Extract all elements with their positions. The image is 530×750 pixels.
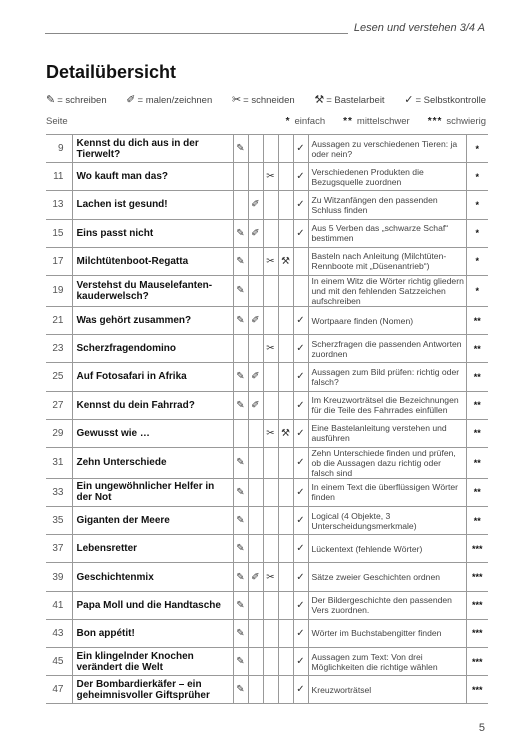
table-row [46, 363, 488, 391]
difficulty-cell: ** [466, 306, 488, 334]
page-number-cell: 41 [46, 591, 72, 619]
check-icon-cell: ✓ [293, 563, 308, 591]
row-title: Geschichtenmix [72, 563, 233, 591]
page-number-cell: 25 [46, 363, 72, 391]
row-description: Basteln nach Anleitung (Milchtüten-Rennboote mit „Düsenantrieb“) [308, 247, 466, 275]
check-icon-cell: ✓ [293, 478, 308, 506]
paint-icon-cell: ✐ [248, 363, 263, 391]
row-title: Wo kauft man das? [72, 163, 233, 191]
difficulty-cell: ** [466, 507, 488, 535]
row-title: Lebensretter [72, 535, 233, 563]
row-title: Eins passt nicht [72, 219, 233, 247]
craft-icon-cell [278, 275, 293, 306]
paint-icon-cell: ✐ [248, 191, 263, 219]
brush-icon: ✐ [126, 94, 136, 106]
row-title: Zehn Unterschiede [72, 447, 233, 478]
write-icon-cell: ✎ [233, 591, 248, 619]
table-row [46, 563, 488, 591]
pencil-icon: ✎ [46, 94, 56, 106]
craft-icon-cell: ⚒ [278, 419, 293, 447]
difficulty-cell: * [466, 135, 488, 163]
difficulty-cell: ** [466, 363, 488, 391]
craft-icon-cell [278, 391, 293, 419]
write-icon-cell: ✎ [233, 391, 248, 419]
craft-icon-cell [278, 563, 293, 591]
row-title: Auf Fotosafari in Afrika [72, 363, 233, 391]
write-icon-cell [233, 335, 248, 363]
write-icon-cell [233, 163, 248, 191]
row-description: Sätze zweier Geschichten ordnen [308, 563, 466, 591]
table-row [46, 447, 488, 478]
legend-malen: ✐ = malen/zeichnen [126, 94, 213, 106]
difficulty-legend [46, 116, 486, 127]
row-title: Der Bombardierkäfer – ein geheimnisvoller Giftsprüher [72, 676, 233, 704]
craft-icon-cell [278, 335, 293, 363]
table-row [46, 135, 488, 163]
table-row [46, 648, 488, 676]
difficulty-cell: *** [466, 563, 488, 591]
difficulty-cell: *** [466, 535, 488, 563]
page-number-cell: 23 [46, 335, 72, 363]
cut-icon-cell [263, 391, 278, 419]
page-number-cell: 39 [46, 563, 72, 591]
table-row [46, 591, 488, 619]
craft-icon-cell [278, 447, 293, 478]
craft-icon-cell [278, 191, 293, 219]
cut-icon-cell [263, 676, 278, 704]
craft-icon-cell [278, 676, 293, 704]
scissors-icon: ✂ [231, 94, 242, 106]
paint-icon-cell [248, 507, 263, 535]
cut-icon-cell [263, 619, 278, 647]
page-number-cell: 21 [46, 306, 72, 334]
cut-icon-cell [263, 447, 278, 478]
check-icon-cell: ✓ [293, 447, 308, 478]
row-description: Aussagen zu verschiedenen Tieren: ja oder nein? [308, 135, 466, 163]
difficulty-cell: ** [466, 391, 488, 419]
legend [46, 93, 486, 106]
difficulty-cell: ** [466, 478, 488, 506]
table-row [46, 163, 488, 191]
row-title: Verstehst du Mauselefanten-kauderwelsch? [72, 275, 233, 306]
legend-kontrolle: ✓ = Selbstkontrolle [404, 94, 486, 106]
paint-icon-cell [248, 163, 263, 191]
cut-icon-cell [263, 591, 278, 619]
check-icon-cell: ✓ [293, 419, 308, 447]
write-icon-cell: ✎ [233, 648, 248, 676]
cut-icon-cell: ✂ [263, 563, 278, 591]
paint-icon-cell [248, 648, 263, 676]
write-icon-cell: ✎ [233, 535, 248, 563]
difficulty-cell: *** [466, 619, 488, 647]
row-title: Scherzfragendomino [72, 335, 233, 363]
page-number-cell: 35 [46, 507, 72, 535]
page-number-cell: 15 [46, 219, 72, 247]
page-number-cell: 29 [46, 419, 72, 447]
check-icon-cell: ✓ [293, 535, 308, 563]
craft-icon-cell [278, 306, 293, 334]
page-number-cell: 31 [46, 447, 72, 478]
row-description: Lückentext (fehlende Wörter) [308, 535, 466, 563]
legend-basteln: ⚒ = Bastelarbeit [314, 94, 385, 106]
row-description: Zu Witzanfängen den passenden Schluss finden [308, 191, 466, 219]
write-icon-cell [233, 419, 248, 447]
page-number-cell: 47 [46, 676, 72, 704]
paint-icon-cell [248, 478, 263, 506]
cut-icon-cell [263, 275, 278, 306]
row-title: Gewusst wie … [72, 419, 233, 447]
check-icon-cell: ✓ [293, 507, 308, 535]
row-title: Giganten der Meere [72, 507, 233, 535]
write-icon-cell: ✎ [233, 363, 248, 391]
write-icon-cell: ✎ [233, 219, 248, 247]
row-title: Papa Moll und die Handtasche [72, 591, 233, 619]
write-icon-cell: ✎ [233, 135, 248, 163]
cut-icon-cell [263, 191, 278, 219]
craft-icon-cell [278, 648, 293, 676]
row-description: In einem Text die überflüssigen Wörter finden [308, 478, 466, 506]
paint-icon-cell [248, 676, 263, 704]
cut-icon-cell [263, 219, 278, 247]
check-icon-cell: ✓ [293, 306, 308, 334]
paint-icon-cell [248, 335, 263, 363]
paint-icon-cell: ✐ [248, 563, 263, 591]
paint-icon-cell: ✐ [248, 219, 263, 247]
page-number-cell: 19 [46, 275, 72, 306]
row-title: Milchtütenboot-Regatta [72, 247, 233, 275]
check-icon-cell: ✓ [293, 391, 308, 419]
checkmark-icon: ✓ [404, 94, 414, 106]
write-icon-cell: ✎ [233, 275, 248, 306]
row-description: Kreuzworträtsel [308, 676, 466, 704]
page-number-cell: 37 [46, 535, 72, 563]
difficulty-cell: * [466, 219, 488, 247]
paint-icon-cell [248, 535, 263, 563]
row-description: Aus 5 Verben das „schwarze Schaf“ bestimmen [308, 219, 466, 247]
row-title: Ein klingelnder Knochen verändert die Welt [72, 648, 233, 676]
header-title: Lesen und verstehen 3/4 A [348, 22, 485, 34]
paint-icon-cell [248, 247, 263, 275]
page-number-cell: 9 [46, 135, 72, 163]
row-description: Der Bildergeschichte den passenden Vers zuordnen. [308, 591, 466, 619]
cut-icon-cell [263, 535, 278, 563]
difficulty-cell: * [466, 163, 488, 191]
cut-icon-cell [263, 135, 278, 163]
table-row [46, 535, 488, 563]
table-row [46, 507, 488, 535]
craft-icon-cell [278, 163, 293, 191]
craft-icon-cell [278, 591, 293, 619]
paint-icon-cell: ✐ [248, 306, 263, 334]
craft-icon-cell [278, 219, 293, 247]
row-description: Logical (4 Objekte, 3 Unterscheidungsmerkmale) [308, 507, 466, 535]
row-title: Was gehört zusammen? [72, 306, 233, 334]
difficulty-einfach: * einfach [285, 116, 326, 127]
difficulty-cell: ** [466, 447, 488, 478]
write-icon-cell [233, 191, 248, 219]
write-icon-cell: ✎ [233, 563, 248, 591]
difficulty-cell: ** [466, 335, 488, 363]
check-icon-cell: ✓ [293, 363, 308, 391]
table-row [46, 247, 488, 275]
cut-icon-cell [263, 507, 278, 535]
row-title: Kennst du dich aus in der Tierwelt? [72, 135, 233, 163]
page-number-cell: 17 [46, 247, 72, 275]
table-row [46, 619, 488, 647]
check-icon-cell [293, 275, 308, 306]
write-icon-cell: ✎ [233, 676, 248, 704]
legend-schneiden: ✂ = schneiden [231, 94, 295, 106]
row-description: Scherzfragen die passenden Antworten zuordnen [308, 335, 466, 363]
page-number-cell: 27 [46, 391, 72, 419]
craft-icon-cell [278, 619, 293, 647]
table-row [46, 219, 488, 247]
paint-icon-cell [248, 447, 263, 478]
craft-icon-cell [278, 363, 293, 391]
difficulty-mittel: ** mittelschwer [343, 116, 410, 127]
row-title: Kennst du dein Fahrrad? [72, 391, 233, 419]
write-icon-cell: ✎ [233, 247, 248, 275]
table-row [46, 391, 488, 419]
craft-icon-cell: ⚒ [278, 247, 293, 275]
craft-icon-cell [278, 478, 293, 506]
difficulty-cell: *** [466, 591, 488, 619]
overview-table [46, 134, 488, 704]
check-icon-cell: ✓ [293, 335, 308, 363]
difficulty-cell: ** [466, 419, 488, 447]
check-icon-cell [293, 247, 308, 275]
cut-icon-cell: ✂ [263, 419, 278, 447]
row-description: Wörter im Buchstabengitter finden [308, 619, 466, 647]
row-title: Bon appétit! [72, 619, 233, 647]
write-icon-cell: ✎ [233, 619, 248, 647]
paint-icon-cell [248, 619, 263, 647]
craft-icon-cell [278, 535, 293, 563]
check-icon-cell: ✓ [293, 163, 308, 191]
craft-icon-cell [278, 135, 293, 163]
page-number-cell: 11 [46, 163, 72, 191]
page-title: Detailübersicht [46, 62, 177, 82]
check-icon-cell: ✓ [293, 619, 308, 647]
table-row [46, 306, 488, 334]
difficulty-cell: * [466, 275, 488, 306]
check-icon-cell: ✓ [293, 676, 308, 704]
paint-icon-cell [248, 591, 263, 619]
row-description: Wortpaare finden (Nomen) [308, 306, 466, 334]
row-description: Aussagen zum Bild prüfen: richtig oder falsch? [308, 363, 466, 391]
row-description: Eine Bastelanleitung verstehen und ausführen [308, 419, 466, 447]
row-description: Im Kreuzworträtsel die Bezeichnungen für die Teile des Fahrrades einfüllen [308, 391, 466, 419]
page-number: 5 [478, 722, 485, 734]
row-description: Aussagen zum Text: Von drei Möglichkeiten die richtige wählen [308, 648, 466, 676]
write-icon-cell: ✎ [233, 478, 248, 506]
cut-icon-cell [263, 478, 278, 506]
row-description: Verschiedenen Produkten die Bezugsquelle zuordnen [308, 163, 466, 191]
difficulty-cell: *** [466, 676, 488, 704]
table-row [46, 676, 488, 704]
row-title: Lachen ist gesund! [72, 191, 233, 219]
paint-icon-cell [248, 135, 263, 163]
cut-icon-cell [263, 363, 278, 391]
page-number-cell: 45 [46, 648, 72, 676]
tools-icon: ⚒ [314, 94, 325, 106]
table-row [46, 275, 488, 306]
check-icon-cell: ✓ [293, 135, 308, 163]
difficulty-cell: * [466, 247, 488, 275]
cut-icon-cell: ✂ [263, 335, 278, 363]
table-row [46, 419, 488, 447]
table-row [46, 335, 488, 363]
paint-icon-cell [248, 275, 263, 306]
paint-icon-cell: ✐ [248, 391, 263, 419]
write-icon-cell: ✎ [233, 507, 248, 535]
paint-icon-cell [248, 419, 263, 447]
cut-icon-cell [263, 648, 278, 676]
legend-schreiben: ✎ = schreiben [46, 94, 107, 106]
page-number-cell: 43 [46, 619, 72, 647]
cut-icon-cell [263, 306, 278, 334]
page-number-cell: 13 [46, 191, 72, 219]
row-description: In einem Witz die Wörter richtig gliedern und mit den fehlenden Satzzeichen aufschreiben [308, 275, 466, 306]
page-number-cell: 33 [46, 478, 72, 506]
difficulty-cell: * [466, 191, 488, 219]
check-icon-cell: ✓ [293, 591, 308, 619]
table-row [46, 191, 488, 219]
check-icon-cell: ✓ [293, 219, 308, 247]
row-description: Zehn Unterschiede finden und prüfen, ob die Aussagen dazu richtig oder falsch sind [308, 447, 466, 478]
cut-icon-cell: ✂ [263, 163, 278, 191]
check-icon-cell: ✓ [293, 191, 308, 219]
write-icon-cell: ✎ [233, 447, 248, 478]
difficulty-schwierig: *** schwierig [427, 116, 486, 127]
seite-label: Seite [46, 116, 68, 127]
table-row [46, 478, 488, 506]
craft-icon-cell [278, 507, 293, 535]
check-icon-cell: ✓ [293, 648, 308, 676]
row-title: Ein ungewöhnlicher Helfer in der Not [72, 478, 233, 506]
cut-icon-cell: ✂ [263, 247, 278, 275]
difficulty-cell: *** [466, 648, 488, 676]
write-icon-cell: ✎ [233, 306, 248, 334]
